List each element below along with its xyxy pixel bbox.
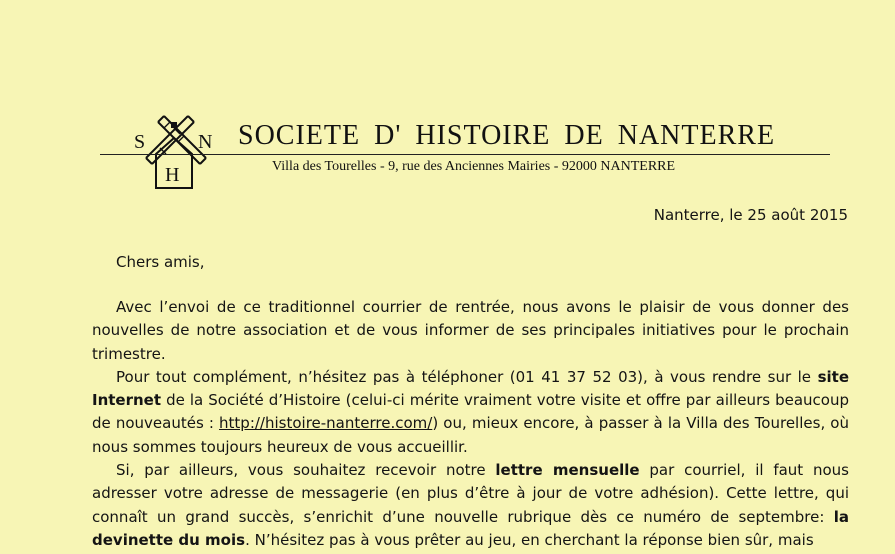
- logo-emblem: [130, 108, 216, 194]
- society-address: Villa des Tourelles - 9, rue des Anciennes Mairies - 92000 NANTERRE: [272, 159, 676, 174]
- letterhead: [0, 0, 895, 200]
- paragraph-text: de la Société d’Histoire (celui-ci mérite vraiment votre visite et offre par ailleurs beaucoup de nouveautés :: [92, 391, 849, 433]
- letter-body: [92, 296, 849, 552]
- paragraph-text: Si, par ailleurs, vous souhaitez recevoir notre: [116, 461, 496, 480]
- society-logo: [130, 108, 216, 194]
- society-title: SOCIETE D' HISTOIRE DE NANTERRE: [238, 120, 776, 151]
- paragraph-text: par courriel, il faut nous adresser votre adresse de messagerie (en plus d’être à jour de votre adhésion). Cette lettre, qui connaît un grand succès, s’enrichit d’une nouvelle rubrique dès ce numéro de septembre:: [92, 461, 849, 526]
- riddle-emphasis: la devinette du mois: [92, 507, 849, 549]
- paragraph-text: . N’hésitez pas à vous prêter au jeu, en cherchant la réponse bien sûr, mais: [245, 530, 814, 549]
- paragraph-text: Pour tout complément, n’hésitez pas à téléphoner (01 41 37 52 03), à vous rendre sur le: [116, 367, 818, 386]
- paragraph-text: ) ou, mieux encore, à passer à la Villa des Tourelles, où nous sommes toujours heureux de vous accueillir.: [92, 414, 849, 456]
- paragraph-contact: [92, 366, 849, 459]
- paragraph-intro: Avec l’envoi de ce traditionnel courrier de rentrée, nous avons le plaisir de vous donner des nouvelles de notre association et de vous informer de ses principales initiatives pour le prochain trimestre.: [92, 298, 849, 363]
- header-divider: [100, 154, 830, 155]
- newsletter-emphasis: lettre mensuelle: [495, 461, 640, 480]
- logo-letter-s: S: [134, 131, 146, 153]
- logo-letter-h: H: [165, 164, 180, 186]
- website-link[interactable]: http://histoire-nanterre.com/: [219, 414, 433, 433]
- paragraph-newsletter: [92, 459, 849, 552]
- logo-letter-n: N: [198, 131, 213, 153]
- letter-greeting: Chers amis,: [116, 253, 205, 271]
- letter-date: Nanterre, le 25 août 2015: [653, 206, 848, 224]
- site-internet-emphasis: site Internet: [92, 367, 849, 410]
